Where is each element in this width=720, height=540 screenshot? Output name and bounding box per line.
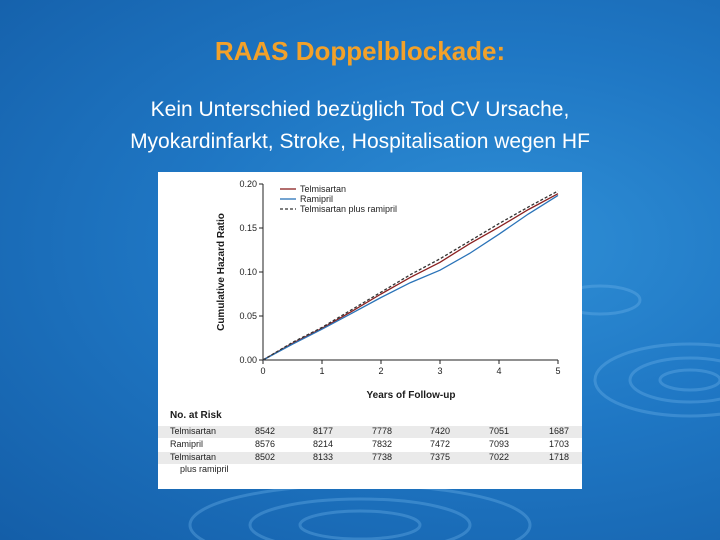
- risk-cell: 8576: [254, 439, 276, 449]
- y-tick-label: 0.10: [239, 267, 257, 277]
- risk-cell: 7093: [488, 439, 510, 449]
- y-tick-label: 0.00: [239, 355, 257, 365]
- risk-cell: 8502: [254, 452, 276, 462]
- x-tick-label: 1: [319, 366, 325, 376]
- x-tick-label: 5: [555, 366, 561, 376]
- risk-cell: 7832: [371, 439, 393, 449]
- risk-cell: 7778: [371, 426, 393, 436]
- slide-title: RAAS Doppelblockade:: [214, 36, 506, 66]
- risk-cell: 8177: [312, 426, 334, 436]
- subtitle-line-2: Myokardinfarkt, Stroke, Hospitalisation wegen HF: [130, 130, 590, 153]
- series-line-3: [263, 191, 558, 360]
- risk-cell: 7375: [429, 452, 451, 462]
- risk-cell: 1687: [548, 426, 570, 436]
- risk-cell: 7420: [429, 426, 451, 436]
- risk-row-combo: [158, 452, 582, 464]
- risk-cell: 8542: [254, 426, 276, 436]
- risk-row-telmisartan: [158, 426, 582, 438]
- risk-row-label: Telmisartan: [170, 452, 217, 462]
- x-tick-label: 0: [260, 366, 266, 376]
- y-axis-label: Cumulative Hazard Ratio: [216, 213, 227, 331]
- risk-row-combo-cont: [158, 464, 582, 476]
- legend-label: Telmisartan plus ramipril: [300, 204, 398, 214]
- risk-cell: 1718: [548, 452, 570, 462]
- risk-row-label: Ramipril: [170, 439, 204, 449]
- risk-cell: 1703: [548, 439, 570, 449]
- subtitle-line-1: Kein Unterschied bezüglich Tod CV Ursache,: [150, 98, 570, 121]
- chart-legend: [280, 184, 397, 214]
- risk-row-label: Telmisartan: [170, 426, 217, 436]
- x-tick-label: 3: [437, 366, 443, 376]
- y-tick-label: 0.05: [239, 311, 257, 321]
- legend-label: Ramipril: [300, 194, 334, 204]
- y-tick-label: 0.15: [239, 223, 257, 233]
- risk-table-title: No. at Risk: [170, 410, 222, 421]
- risk-row-ramipril: [158, 439, 582, 451]
- x-axis-label: Years of Follow-up: [366, 390, 456, 401]
- legend-label: Telmisartan: [300, 184, 347, 194]
- risk-cell: 7051: [488, 426, 510, 436]
- hazard-chart: [158, 172, 582, 404]
- x-tick-label: 4: [496, 366, 502, 376]
- x-tick-label: 2: [378, 366, 384, 376]
- slide-subtitle: [0, 94, 720, 158]
- risk-cell: 7022: [488, 452, 510, 462]
- chart-lines: [263, 191, 558, 360]
- risk-row-label-cont: plus ramipril: [180, 464, 229, 474]
- risk-cell: 8133: [312, 452, 334, 462]
- chart-panel: [158, 172, 582, 489]
- risk-cell: 7738: [371, 452, 393, 462]
- y-tick-label: 0.20: [239, 179, 257, 189]
- risk-cell: 7472: [429, 439, 451, 449]
- risk-cell: 8214: [312, 439, 334, 449]
